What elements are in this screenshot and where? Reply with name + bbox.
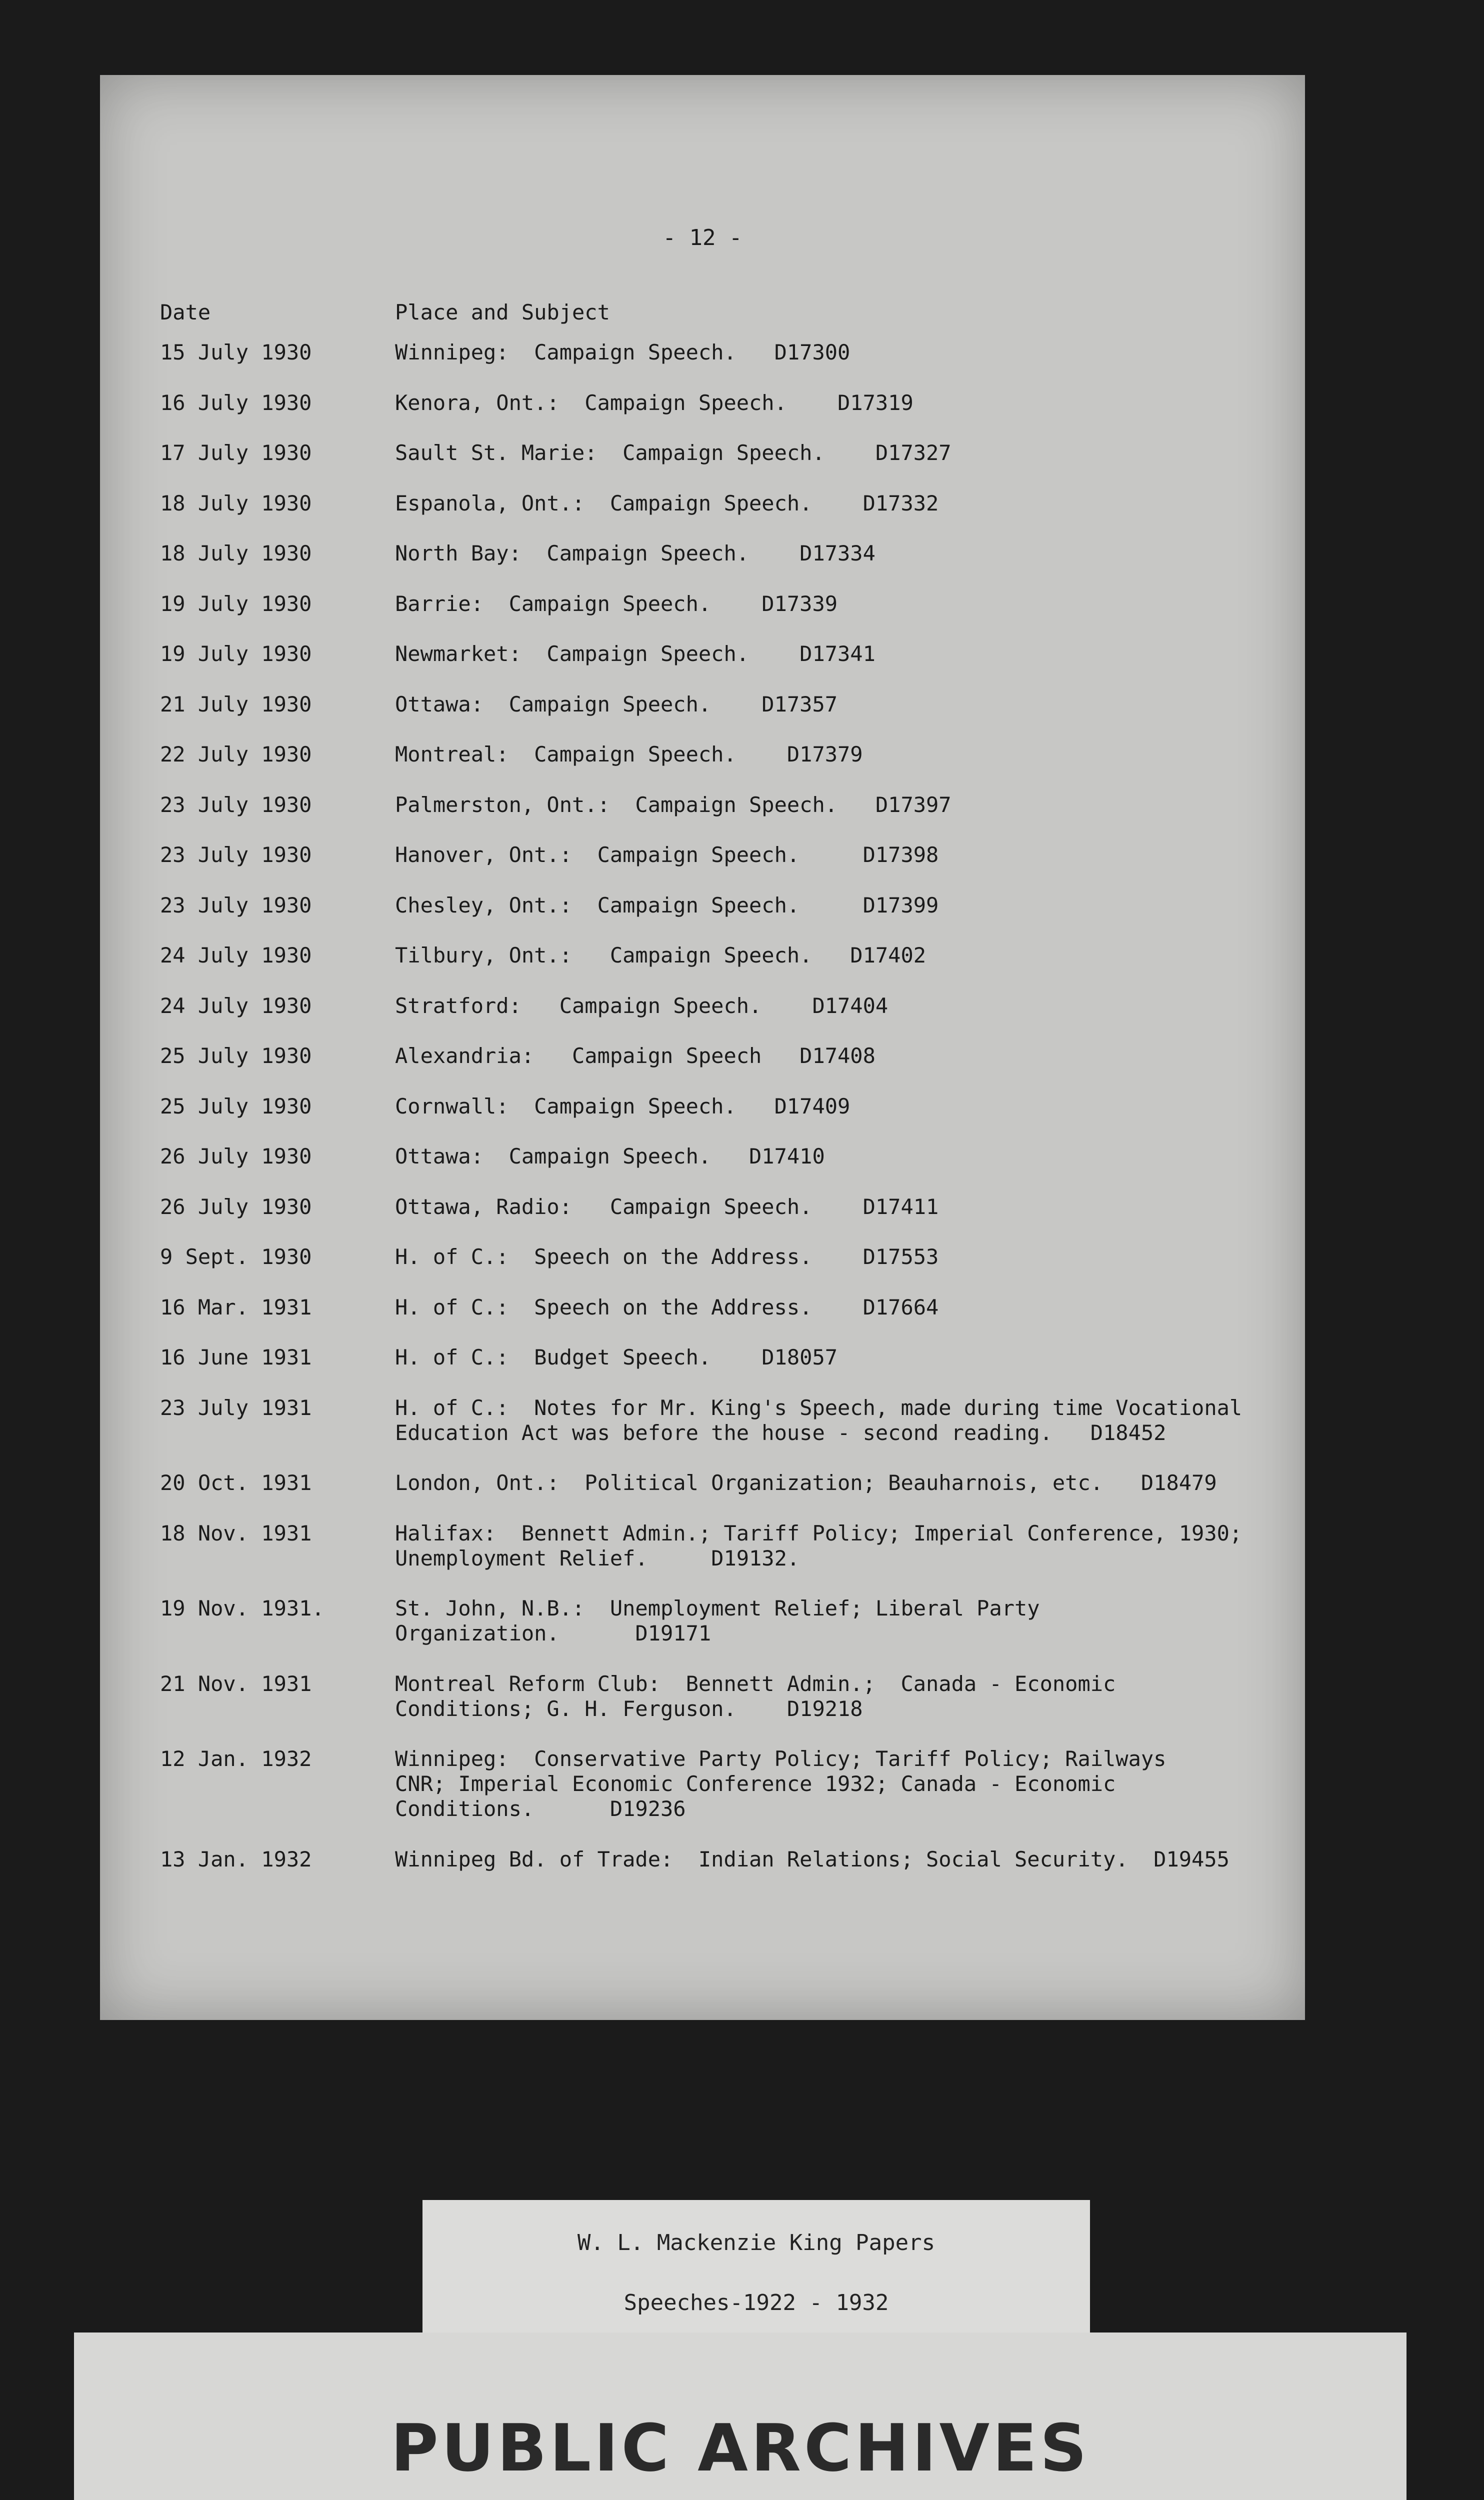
entry-date: 19 Nov. 1931. xyxy=(160,1596,324,1620)
entry-subject-line: North Bay: Campaign Speech. D17334 xyxy=(395,541,876,566)
entry-date: 16 Mar. 1931 xyxy=(160,1294,312,1320)
entry-date: 18 July 1930 xyxy=(160,541,312,566)
entry-subject-line: Ottawa: Campaign Speech. D17410 xyxy=(395,1144,825,1168)
entry-date: 23 July 1930 xyxy=(160,842,312,867)
entry-subject xyxy=(395,1847,1275,1872)
entry-subject-line: Ottawa, Radio: Campaign Speech. D17411 xyxy=(395,1194,939,1219)
entry-subject-line: Hanover, Ont.: Campaign Speech. D17398 xyxy=(395,842,939,867)
place-subject-column-header: Place and Subject xyxy=(395,300,610,324)
entry-date: 19 July 1930 xyxy=(160,642,312,666)
entry-subject-line: Cornwall: Campaign Speech. D17409 xyxy=(395,1094,850,1118)
entry-subject-line: H. of C.: Speech on the Address. D17553 xyxy=(395,1244,939,1269)
entry-date: 12 Jan. 1932 xyxy=(160,1746,312,1771)
entry-date: 24 July 1930 xyxy=(160,943,312,968)
entry-subject xyxy=(395,1521,1275,1571)
entry-subject-line: Alexandria: Campaign Speech D17408 xyxy=(395,1044,876,1068)
entry-subject-line: Winnipeg: Conservative Party Policy; Tariff Policy; Railways xyxy=(395,1746,1166,1771)
entry-date: 25 July 1930 xyxy=(160,1094,312,1118)
entry-date: 21 Nov. 1931 xyxy=(160,1671,312,1696)
entry-date: 13 Jan. 1932 xyxy=(160,1846,312,1872)
entry-subject-line: Kenora, Ont.: Campaign Speech. D17319 xyxy=(395,390,914,415)
entry-subject-line: Tilbury, Ont.: Campaign Speech. D17402 xyxy=(395,943,926,968)
entry-subject-line: Conditions. D19236 xyxy=(395,1796,686,1821)
entry-date: 21 July 1930 xyxy=(160,692,312,716)
entry-date: 26 July 1930 xyxy=(160,1144,312,1168)
entry-subject xyxy=(395,742,1275,767)
entry-subject xyxy=(395,1396,1275,1446)
entry-subject xyxy=(395,491,1275,516)
entry-date: 23 July 1930 xyxy=(160,892,312,918)
entry-subject-line: Unemployment Relief. D19132. xyxy=(395,1546,800,1570)
entry-subject-line: Espanola, Ont.: Campaign Speech. D17332 xyxy=(395,490,939,516)
entry-subject-line: Chesley, Ont.: Campaign Speech. D17399 xyxy=(395,892,939,918)
entry-subject-line: Winnipeg Bd. of Trade: Indian Relations; Social Security. D19455 xyxy=(395,1846,1230,1872)
entry-subject-line: St. John, N.B.: Unemployment Relief; Liberal Party xyxy=(395,1596,1040,1620)
entry-subject-line: H. of C.: Speech on the Address. D17664 xyxy=(395,1294,939,1320)
entry-subject xyxy=(395,1345,1275,1370)
entry-date: 18 July 1930 xyxy=(160,490,312,516)
entry-subject-line: Education Act was before the house - second reading. D18452 xyxy=(395,1420,1166,1445)
entry-date: 19 July 1930 xyxy=(160,591,312,616)
entry-date: 23 July 1930 xyxy=(160,792,312,817)
entry-date: 17 July 1930 xyxy=(160,440,312,465)
entry-subject xyxy=(395,1746,1275,1822)
entry-subject xyxy=(395,1672,1275,1722)
entry-date: 23 July 1931 xyxy=(160,1395,312,1420)
entry-subject-line: Barrie: Campaign Speech. D17339 xyxy=(395,591,838,616)
archives-stamp xyxy=(74,2332,1406,2500)
entry-subject xyxy=(395,592,1275,616)
entry-subject-line: Conditions; G. H. Ferguson. D19218 xyxy=(395,1696,863,1721)
entry-subject xyxy=(395,440,1275,466)
entry-date: 16 June 1931 xyxy=(160,1345,312,1370)
entry-subject xyxy=(395,1596,1275,1646)
entry-subject xyxy=(395,390,1275,416)
entry-subject-line: Montreal: Campaign Speech. D17379 xyxy=(395,742,863,766)
entry-subject xyxy=(395,1244,1275,1270)
entry-subject-line: CNR; Imperial Economic Conference 1932; Canada - Economic xyxy=(395,1772,1116,1796)
entry-subject xyxy=(395,842,1275,868)
entry-date: 24 July 1930 xyxy=(160,993,312,1018)
entry-subject xyxy=(395,541,1275,566)
typed-page xyxy=(100,75,1305,2020)
entry-subject-line: H. of C.: Budget Speech. D18057 xyxy=(395,1345,838,1370)
collection-series: Speeches-1922 - 1932 xyxy=(624,2290,889,2316)
entry-subject xyxy=(395,692,1275,717)
entry-subject xyxy=(395,893,1275,918)
entry-subject-line: Winnipeg: Campaign Speech. D17300 xyxy=(395,340,850,364)
entry-subject-line: Stratford: Campaign Speech. D17404 xyxy=(395,993,888,1018)
entry-subject xyxy=(395,943,1275,968)
page-number: - 12 - xyxy=(662,225,742,250)
entry-date: 9 Sept. 1930 xyxy=(160,1244,312,1269)
entry-subject-line: London, Ont.: Political Organization; Beauharnois, etc. D18479 xyxy=(395,1470,1217,1495)
entry-date: 25 July 1930 xyxy=(160,1044,312,1068)
entry-subject xyxy=(395,1194,1275,1220)
entry-subject xyxy=(395,1144,1275,1169)
entry-subject xyxy=(395,642,1275,666)
collection-label xyxy=(422,2200,1090,2350)
entry-date: 20 Oct. 1931 xyxy=(160,1470,312,1495)
date-column-header: Date xyxy=(160,300,211,324)
entry-subject-line: Sault St. Marie: Campaign Speech. D17327 xyxy=(395,440,952,465)
entry-subject-line: H. of C.: Notes for Mr. King's Speech, made during time Vocational xyxy=(395,1395,1242,1420)
entry-subject-line: Palmerston, Ont.: Campaign Speech. D17397 xyxy=(395,792,952,817)
entry-subject-line: Montreal Reform Club: Bennett Admin.; Canada - Economic xyxy=(395,1671,1116,1696)
archives-line-english: PUBLIC ARCHIVES xyxy=(390,2410,1090,2486)
entry-date: 26 July 1930 xyxy=(160,1194,312,1219)
entry-subject-line: Halifax: Bennett Admin.; Tariff Policy; Imperial Conference, 1930; xyxy=(395,1520,1242,1546)
entry-subject xyxy=(395,340,1275,365)
entry-subject xyxy=(395,1295,1275,1320)
entry-subject xyxy=(395,994,1275,1018)
entry-subject-line: Organization. D19171 xyxy=(395,1621,712,1646)
entry-subject xyxy=(395,1470,1275,1496)
entry-subject xyxy=(395,1044,1275,1068)
entry-subject xyxy=(395,1094,1275,1119)
entry-subject-line: Newmarket: Campaign Speech. D17341 xyxy=(395,642,876,666)
entry-date: 18 Nov. 1931 xyxy=(160,1520,312,1546)
entry-date: 15 July 1930 xyxy=(160,340,312,364)
entry-date: 22 July 1930 xyxy=(160,742,312,766)
entry-date: 16 July 1930 xyxy=(160,390,312,415)
collection-name: W. L. Mackenzie King Papers xyxy=(577,2230,936,2256)
entry-subject xyxy=(395,792,1275,818)
entry-subject-line: Ottawa: Campaign Speech. D17357 xyxy=(395,692,838,716)
